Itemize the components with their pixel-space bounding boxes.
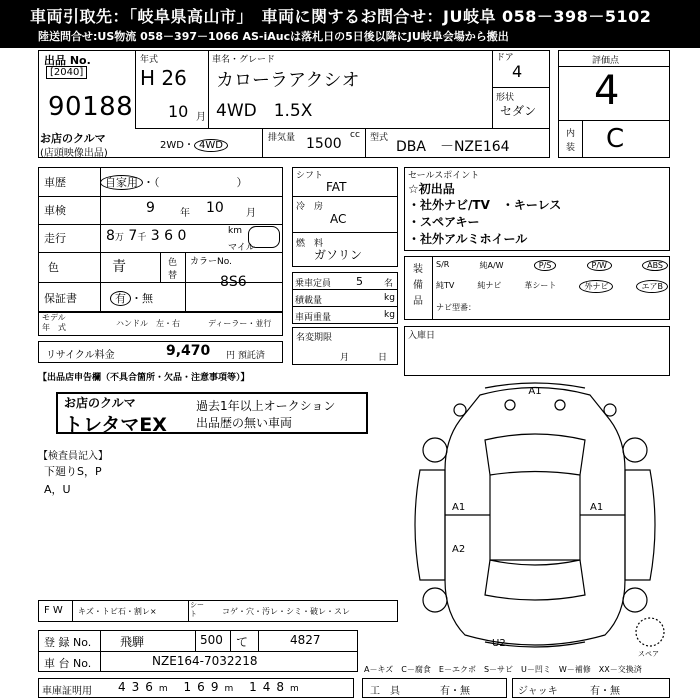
jack-value: 有・無 — [590, 686, 620, 697]
cert-label: 車庫証明用 — [42, 686, 92, 697]
displacement-unit: cc — [350, 130, 360, 140]
load-label: 積載量 — [295, 296, 323, 306]
chassis-value: NZE164-7032218 — [152, 654, 258, 668]
displacement-value: 1500 — [306, 136, 342, 152]
fw-items: キズ・トビ石・割レ× — [78, 607, 157, 616]
interior-label-2: 装 — [566, 143, 576, 153]
lot-label: 出品 No. — [44, 54, 91, 67]
registration-kana: て — [236, 635, 249, 649]
drive-options: 2WD・ 4WD — [160, 136, 228, 151]
chassis-label: 車 台 No. — [44, 657, 92, 670]
equip-airbag: エアB — [636, 280, 668, 293]
handle-options: ハンドル 左・右 — [116, 319, 180, 328]
header-line2: 陸送問合せ:US物流 058－397－1066 AS-iAucは落札日の5日後以降にJU岐阜会場から搬出 — [38, 30, 509, 43]
mileage-unit-km: km — [228, 226, 242, 236]
shift-label: シフト — [296, 171, 324, 181]
aircon-label: 冷 房 — [296, 202, 324, 212]
promo-line-4: 出品歴の無い車両 — [196, 416, 293, 430]
capacity-value: 5 — [356, 275, 363, 288]
arrival-box — [404, 326, 670, 376]
fuel-value: ガソリン — [314, 248, 363, 262]
score-value: 4 — [594, 68, 620, 114]
year-month: 10 — [168, 102, 189, 121]
damage-right: A1 — [590, 502, 604, 513]
equipment-row-1 — [436, 260, 668, 271]
model-code-label: 型式 — [370, 133, 389, 143]
promo-line-3: 過去1年以上オークション — [196, 399, 336, 413]
sales-point-3: ・スペアキー — [408, 215, 480, 229]
inspection-year: 9 — [146, 200, 155, 216]
color-code-label: カラーNo. — [190, 257, 232, 267]
jack-label: ジャッキ — [518, 686, 558, 697]
name-change-month: 月 — [340, 353, 350, 363]
declaration-header: 【出品店申告欄（不具合箇所・欠品・注意事項等）】 — [38, 373, 250, 383]
color-label: 色 — [48, 261, 59, 274]
recycle-value: 9,470 — [166, 343, 211, 359]
dealer-options: ディーラー・並行 — [208, 319, 272, 328]
year-label: 年式 — [140, 55, 159, 65]
lot-number: 90188 — [48, 92, 134, 122]
interior-label-1: 内 — [566, 129, 576, 139]
equipment-row-2 — [436, 280, 668, 293]
navi-model-label: ナビ型番： — [436, 303, 476, 312]
registration-number: 4827 — [290, 633, 321, 647]
inspector-note-1: 下廻りS，P — [44, 465, 102, 478]
fw-label: F W — [44, 605, 63, 616]
warranty-value: 有 ・無 — [110, 290, 153, 306]
doors-label: ドア — [496, 53, 514, 63]
arrival-label: 入庫日 — [408, 331, 436, 341]
cert-dims: 436m 169m 148m — [118, 680, 305, 694]
year-month-suffix: 月 — [196, 112, 206, 123]
equip-sr: S/R — [436, 260, 450, 269]
recycle-unit: 円 預託済 — [226, 351, 265, 361]
seat-items: コゲ・穴・汚レ・シミ・破レ・スレ — [222, 607, 350, 616]
fuel-label: 燃 料 — [296, 239, 324, 249]
damage-left-front: A1 — [452, 502, 466, 513]
shift-value: FAT — [326, 180, 347, 194]
equipment-label: 装 備 品 — [413, 264, 423, 307]
name-change-day: 日 — [378, 353, 388, 363]
warranty-label: 保証書 — [44, 292, 77, 305]
weight-label: 車両重量 — [295, 313, 332, 323]
promo-line-2: トレタマEX — [64, 414, 167, 436]
damage-legend: A－キズ C－腐食 E－エクボ S－サビ U－凹ミ W－補修 XX－交換済 — [364, 665, 642, 674]
model-grade: 4WD 1.5X — [216, 101, 313, 121]
model-row-label: モデル 年 式 — [42, 313, 66, 332]
tools-label: 工 具 — [370, 686, 400, 697]
tools-value: 有・無 — [440, 686, 470, 697]
mileage-check-oval — [248, 226, 280, 248]
equip-navi: 純ナビ — [477, 281, 502, 290]
promo-line-1: お店のクルマ — [64, 396, 136, 410]
spare-label: スペア — [638, 650, 659, 658]
sales-point-1: ☆初出品 — [408, 182, 455, 196]
seat-label: シー ト — [190, 601, 204, 618]
body-value: セダン — [500, 104, 537, 118]
shop-note-1: お店のクルマ — [40, 132, 106, 145]
mileage-value: 8万 7千 3 6 0 — [106, 228, 187, 244]
equip-pw: P/W — [587, 260, 612, 271]
sales-point-4: ・社外アルミホイール — [408, 232, 528, 246]
doors-value: 4 — [512, 62, 523, 81]
inspection-year-unit: 年 — [180, 208, 190, 219]
header-line1: 車両引取先：「岐阜県高山市」 車両に関するお問合せ：JU岐阜 058－398－5102 — [30, 7, 652, 26]
inspector-note-2: A，U — [44, 483, 71, 496]
registration-label: 登 録 No. — [44, 636, 92, 649]
inspection-label: 車検 — [44, 204, 66, 217]
mileage-label: 走行 — [44, 232, 66, 245]
displacement-label: 排気量 — [268, 133, 296, 143]
name-change-label: 名変期限 — [296, 333, 333, 343]
color-change-label-2: 替 — [168, 271, 178, 281]
header-bar — [0, 0, 700, 48]
color-change-label-1: 色 — [168, 258, 178, 268]
damage-rear: U2 — [492, 638, 506, 649]
capacity-label: 乗車定員 — [295, 279, 332, 289]
damage-left-rear: A2 — [452, 544, 466, 555]
mileage-unit-mile: マイル — [228, 243, 255, 253]
history-value: 自家用 ・（ ） — [100, 174, 248, 190]
inspection-month-unit: 月 — [246, 208, 256, 219]
model-name: カローラアクシオ — [216, 70, 360, 91]
color-code: 8S6 — [220, 274, 247, 290]
inspector-notes-label: 【検査員記入】 — [38, 451, 108, 462]
equip-abs: ABS — [642, 260, 668, 271]
lot-sub: [2040] — [46, 66, 87, 79]
history-label: 車歴 — [44, 176, 66, 189]
equip-ps: P/S — [534, 260, 557, 271]
score-label: 評価点 — [592, 56, 620, 66]
capacity-unit: 名 — [384, 279, 394, 289]
weight-unit: kg — [384, 310, 395, 320]
year-value: H 26 — [140, 66, 187, 90]
interior-value: C — [606, 124, 625, 154]
damage-front: A1 — [528, 386, 542, 397]
color-value: 青 — [112, 259, 126, 275]
sales-points-label: セールスポイント — [408, 171, 480, 181]
load-unit: kg — [384, 293, 395, 303]
equip-aftermarket-navi: 外ナビ — [579, 280, 613, 293]
equip-aw: 純A/W — [479, 261, 504, 270]
aircon-value: AC — [330, 212, 347, 226]
sales-point-2: ・社外ナビ/TV ・キーレス — [408, 198, 562, 212]
registration-area: 飛騨 — [120, 635, 145, 649]
model-code-value: DBA －NZE164 — [396, 139, 510, 155]
registration-class: 500 — [200, 633, 223, 647]
recycle-label: リサイクル料金 — [46, 350, 115, 361]
shop-note-2: (店頭映像出品) — [40, 148, 108, 159]
car-diagram — [400, 380, 670, 660]
equip-tv: 純TV — [436, 281, 455, 290]
model-label: 車名・グレード — [212, 55, 276, 65]
body-label: 形状 — [496, 93, 515, 103]
inspection-month: 10 — [206, 200, 224, 216]
equip-leather: 革シート — [524, 281, 557, 290]
